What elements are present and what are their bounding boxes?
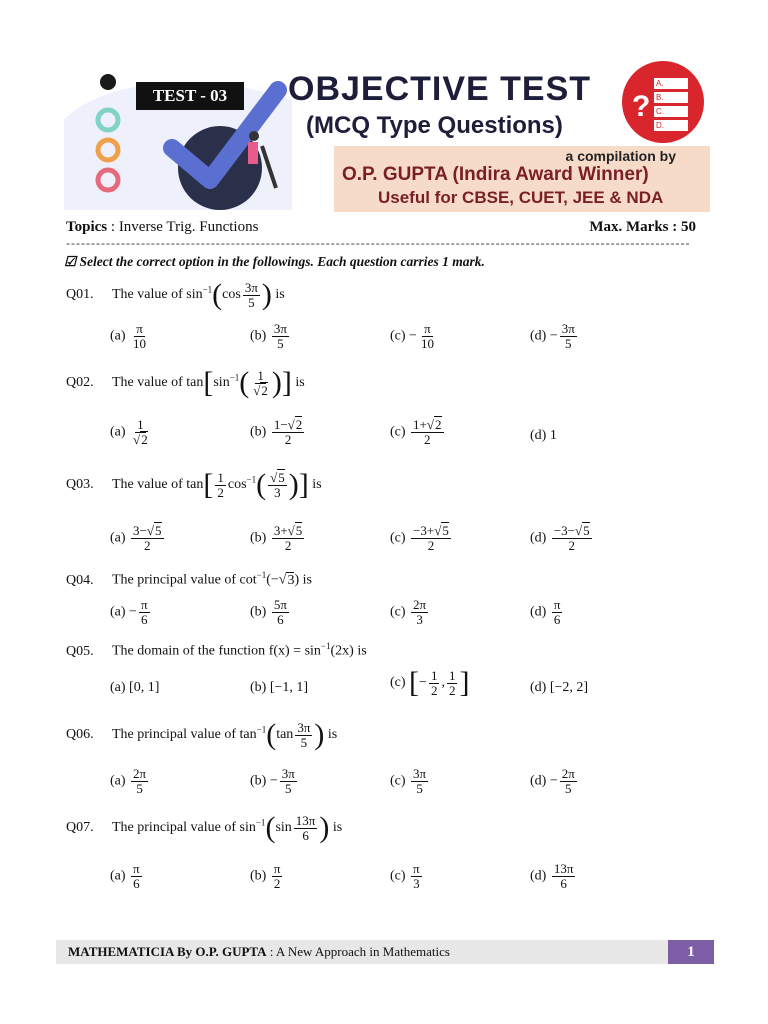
- option-b[interactable]: (b) $\frac{3\pi}{5}$: [250, 321, 287, 351]
- instructions: ☑ Select the correct option in the followings. Each question carries 1 mark.: [64, 254, 485, 269]
- separator-line: -----------------------------------------------------------------------------------------------------------------------------: [66, 236, 691, 250]
- option-a[interactable]: (a) $\frac{1}{√2}$: [110, 417, 148, 447]
- question-number: Q05.: [66, 643, 94, 659]
- option-a[interactable]: (a) $\frac{\pi}{10}$: [110, 321, 147, 351]
- option-d[interactable]: (d) $\frac{-3-√5}{2}$: [530, 523, 590, 553]
- option-d[interactable]: (d) − $\frac{2\pi}{5}$: [530, 766, 575, 796]
- option-a[interactable]: (a) $\frac{3-√5}{2}$: [110, 523, 162, 553]
- topics-line: Topics : Inverse Trig. Functions: [66, 219, 259, 235]
- question-1: Q01. The value of $\sin^{-1}(\cos$ $\frac{3\pi}{5}$ ) is: [66, 278, 285, 311]
- question-number: Q03.: [66, 477, 94, 493]
- svg-text:A.: A.: [656, 79, 664, 88]
- topics-label: Topics: [66, 219, 108, 235]
- document-title: OBJECTIVE TEST: [288, 70, 592, 108]
- question-number: Q04.: [66, 572, 94, 588]
- audience-line: Useful for CBSE, CUET, JEE & NDA: [378, 188, 664, 207]
- option-b[interactable]: (b) $\frac{1-√2}{2}$: [250, 417, 303, 447]
- question-text: The value of: [112, 477, 183, 493]
- svg-text:D.: D.: [656, 121, 664, 130]
- option-a[interactable]: (a) $\frac{2\pi}{5}$: [110, 766, 147, 796]
- option-b[interactable]: (b) $\frac{5\pi}{6}$: [250, 597, 287, 627]
- option-d[interactable]: (d) $\frac{\pi}{6}$: [530, 597, 561, 627]
- option-c[interactable]: (c) $\frac{-3+√5}{2}$: [390, 523, 449, 553]
- question-number: Q01.: [66, 287, 94, 303]
- page-footer: [56, 940, 714, 964]
- question-number: Q06.: [66, 727, 94, 743]
- footer-text: [68, 944, 450, 960]
- author-name: O.P. GUPTA (Indira Award Winner): [342, 164, 649, 185]
- question-5: Q05. The domain of the function $f(x) = \sin^{-1}(2x)$ is: [66, 641, 367, 659]
- question-number: Q02.: [66, 375, 94, 391]
- option-c[interactable]: (c) [− $\frac{1}{2}$ , $\frac{1}{2}$ ]: [390, 666, 470, 699]
- option-d[interactable]: (d) 1: [530, 428, 557, 443]
- author-box: [334, 146, 710, 212]
- option-b[interactable]: (b) − $\frac{3\pi}{5}$: [250, 766, 295, 796]
- question-2: Q02. The value of $\tan[\sin^{-1}$( $\frac{1}{√2}$ )] is: [66, 366, 305, 399]
- question-text: The domain of the function: [112, 643, 266, 659]
- question-is: is: [327, 727, 338, 743]
- page-number: 1: [668, 940, 714, 964]
- option-d[interactable]: (d) $\frac{13\pi}{6}$: [530, 861, 574, 891]
- question-4: Q04. The principal value of $\cot^{-1}(-√3)$ is: [66, 570, 312, 588]
- question-is: is: [302, 572, 312, 588]
- option-c[interactable]: (c) $\frac{2\pi}{3}$: [390, 597, 427, 627]
- svg-text:C.: C.: [656, 107, 664, 116]
- question-is: is: [295, 375, 305, 391]
- quiz-badge-icon: [620, 60, 708, 144]
- question-3: Q03. The value of tan[ $\frac{1}{2}$ $\cos^{-1}$( $\frac{√5}{3}$ )] is: [66, 468, 322, 501]
- document-subtitle: (MCQ Type Questions): [306, 112, 563, 139]
- max-marks: Max. Marks : 50: [589, 219, 696, 235]
- option-c[interactable]: (c) $\frac{1+√2}{2}$: [390, 417, 442, 447]
- option-a[interactable]: (a) [0, 1]: [110, 680, 160, 695]
- compilation-label: a compilation by: [565, 148, 676, 164]
- question-text: The principal value of: [112, 820, 237, 836]
- question-7: Q07. The principal value of $\sin^{-1}(\sin$ $\frac{13\pi}{6}$ ) is: [66, 811, 343, 844]
- option-a[interactable]: (a) $\frac{\pi}{6}$: [110, 861, 140, 891]
- question-text: The principal value of: [112, 572, 237, 588]
- svg-text:B.: B.: [656, 93, 664, 102]
- footer-brand: MATHEMATICIA By O.P. GUPTA: [68, 944, 267, 959]
- option-d[interactable]: (d) − $\frac{3\pi}{5}$: [530, 321, 575, 351]
- question-is: is: [332, 820, 343, 836]
- option-c[interactable]: (c) $\frac{3\pi}{5}$: [390, 766, 427, 796]
- option-b[interactable]: (b) $\frac{\pi}{2}$: [250, 861, 281, 891]
- question-number: Q07.: [66, 820, 94, 836]
- option-c[interactable]: (c) $\frac{\pi}{3}$: [390, 861, 420, 891]
- question-text: The value of: [112, 375, 183, 391]
- topics-value: Inverse Trig. Functions: [118, 219, 259, 235]
- question-text: The value of: [112, 287, 183, 303]
- svg-text:?: ?: [632, 90, 651, 123]
- question-is: is: [312, 477, 322, 493]
- question-text: The principal value of: [112, 727, 237, 743]
- option-a[interactable]: (a) − $\frac{\pi}{6}$: [110, 597, 148, 627]
- test-number-badge: TEST - 03: [136, 82, 244, 110]
- footer-tagline: : A New Approach in Mathematics: [266, 944, 450, 959]
- option-d[interactable]: (d) [−2, 2]: [530, 680, 589, 695]
- option-b[interactable]: (b) $\frac{3+√5}{2}$: [250, 523, 303, 553]
- option-b[interactable]: (b) [−1, 1]: [250, 680, 309, 695]
- question-6: Q06. The principal value of $\tan^{-1}(\tan$ $\frac{3\pi}{5}$ ) is: [66, 718, 338, 751]
- question-is: is: [275, 287, 285, 303]
- question-is: is: [357, 643, 367, 659]
- option-c[interactable]: (c) − $\frac{\pi}{10}$: [390, 321, 434, 351]
